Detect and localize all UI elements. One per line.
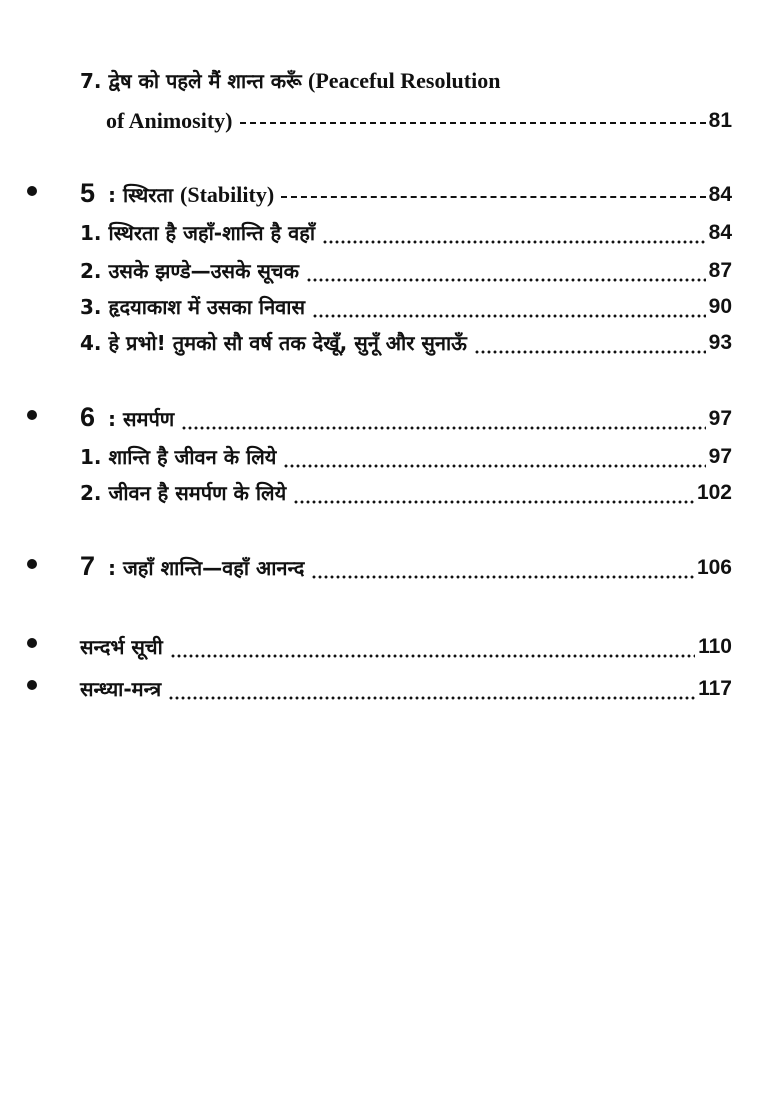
dot-leader [170, 634, 695, 660]
chapter-number: 6 [80, 402, 96, 432]
toc-item [80, 322, 732, 356]
dot-leader [168, 676, 695, 702]
toc-item [80, 286, 732, 320]
page-number: 102 [696, 481, 732, 504]
page-number: 87 [708, 259, 732, 282]
toc-item [80, 212, 732, 246]
page-number: 117 [698, 677, 732, 700]
page-number: 110 [698, 635, 732, 658]
dot-leader [312, 294, 706, 320]
toc-item-label: 2. जीवन है समर्पण के लिये [80, 481, 287, 505]
chapter-title: जहाँ शान्ति—वहाँ आनन्द [122, 556, 305, 580]
chapter-separator: : [101, 407, 123, 431]
page-number: 106 [696, 556, 732, 579]
page-number: 81 [708, 109, 732, 132]
dot-leader [311, 555, 694, 581]
chapter-title-hindi: स्थिरता [122, 183, 174, 207]
chapter-title: समर्पण [122, 407, 175, 431]
dot-leader [474, 330, 706, 356]
toc-entry-7-title-english-cont: of Animosity) [106, 108, 233, 133]
toc-entry-7-line2 [106, 100, 732, 134]
bullet-icon [27, 638, 37, 648]
dash-leader [281, 182, 705, 198]
page-number: 93 [708, 331, 732, 354]
dash-leader [240, 108, 706, 124]
bullet-icon [27, 410, 37, 420]
chapter-title-english: (Stability) [180, 182, 275, 207]
dot-leader [306, 258, 706, 284]
toc-item-label: सन्ध्या-मन्त्र [80, 677, 162, 701]
page-number: 97 [708, 445, 732, 468]
toc-item-label: 2. उसके झण्डे—उसके सूचक [80, 259, 299, 283]
toc-item-label: 4. हे प्रभो! तुमको सौ वर्ष तक देखूँ, सुनूँ और सुनाऊँ [80, 331, 467, 355]
page-number: 84 [708, 183, 732, 206]
toc-entry-7-title-hindi: 7. द्वेष को पहले मैं शान्त करूँ [80, 69, 302, 93]
toc-entry-7-title-english: (Peaceful Resolution [308, 68, 501, 93]
toc-item-label: 1. स्थिरता है जहाँ-शान्ति है वहाँ [80, 221, 316, 245]
page-number: 84 [708, 221, 732, 244]
dot-leader [322, 220, 706, 246]
toc-appendix-item [80, 626, 732, 660]
dot-leader [181, 406, 705, 432]
chapter-number: 7 [80, 551, 96, 581]
chapter-number: 5 [80, 178, 96, 208]
toc-chapter-6 [80, 398, 732, 432]
toc-item [80, 472, 732, 506]
bullet-icon [27, 186, 37, 196]
chapter-separator: : [101, 183, 123, 207]
toc-chapter-7 [80, 547, 732, 581]
toc-appendix-item [80, 668, 732, 702]
page-number: 97 [708, 407, 732, 430]
toc-item-label: सन्दर्भ सूची [80, 635, 163, 659]
toc-entry-7-line1 [80, 66, 500, 96]
toc-item-label: 1. शान्ति है जीवन के लिये [80, 445, 277, 469]
toc-item [80, 250, 732, 284]
chapter-separator: : [101, 556, 123, 580]
dot-leader [283, 444, 705, 470]
bullet-icon [27, 559, 37, 569]
toc-item-label: 3. हृदयाकाश में उसका निवास [80, 295, 305, 319]
bullet-icon [27, 680, 37, 690]
dot-leader [293, 480, 694, 506]
toc-item [80, 436, 732, 470]
page-number: 90 [708, 295, 732, 318]
toc-chapter-5 [80, 174, 732, 208]
